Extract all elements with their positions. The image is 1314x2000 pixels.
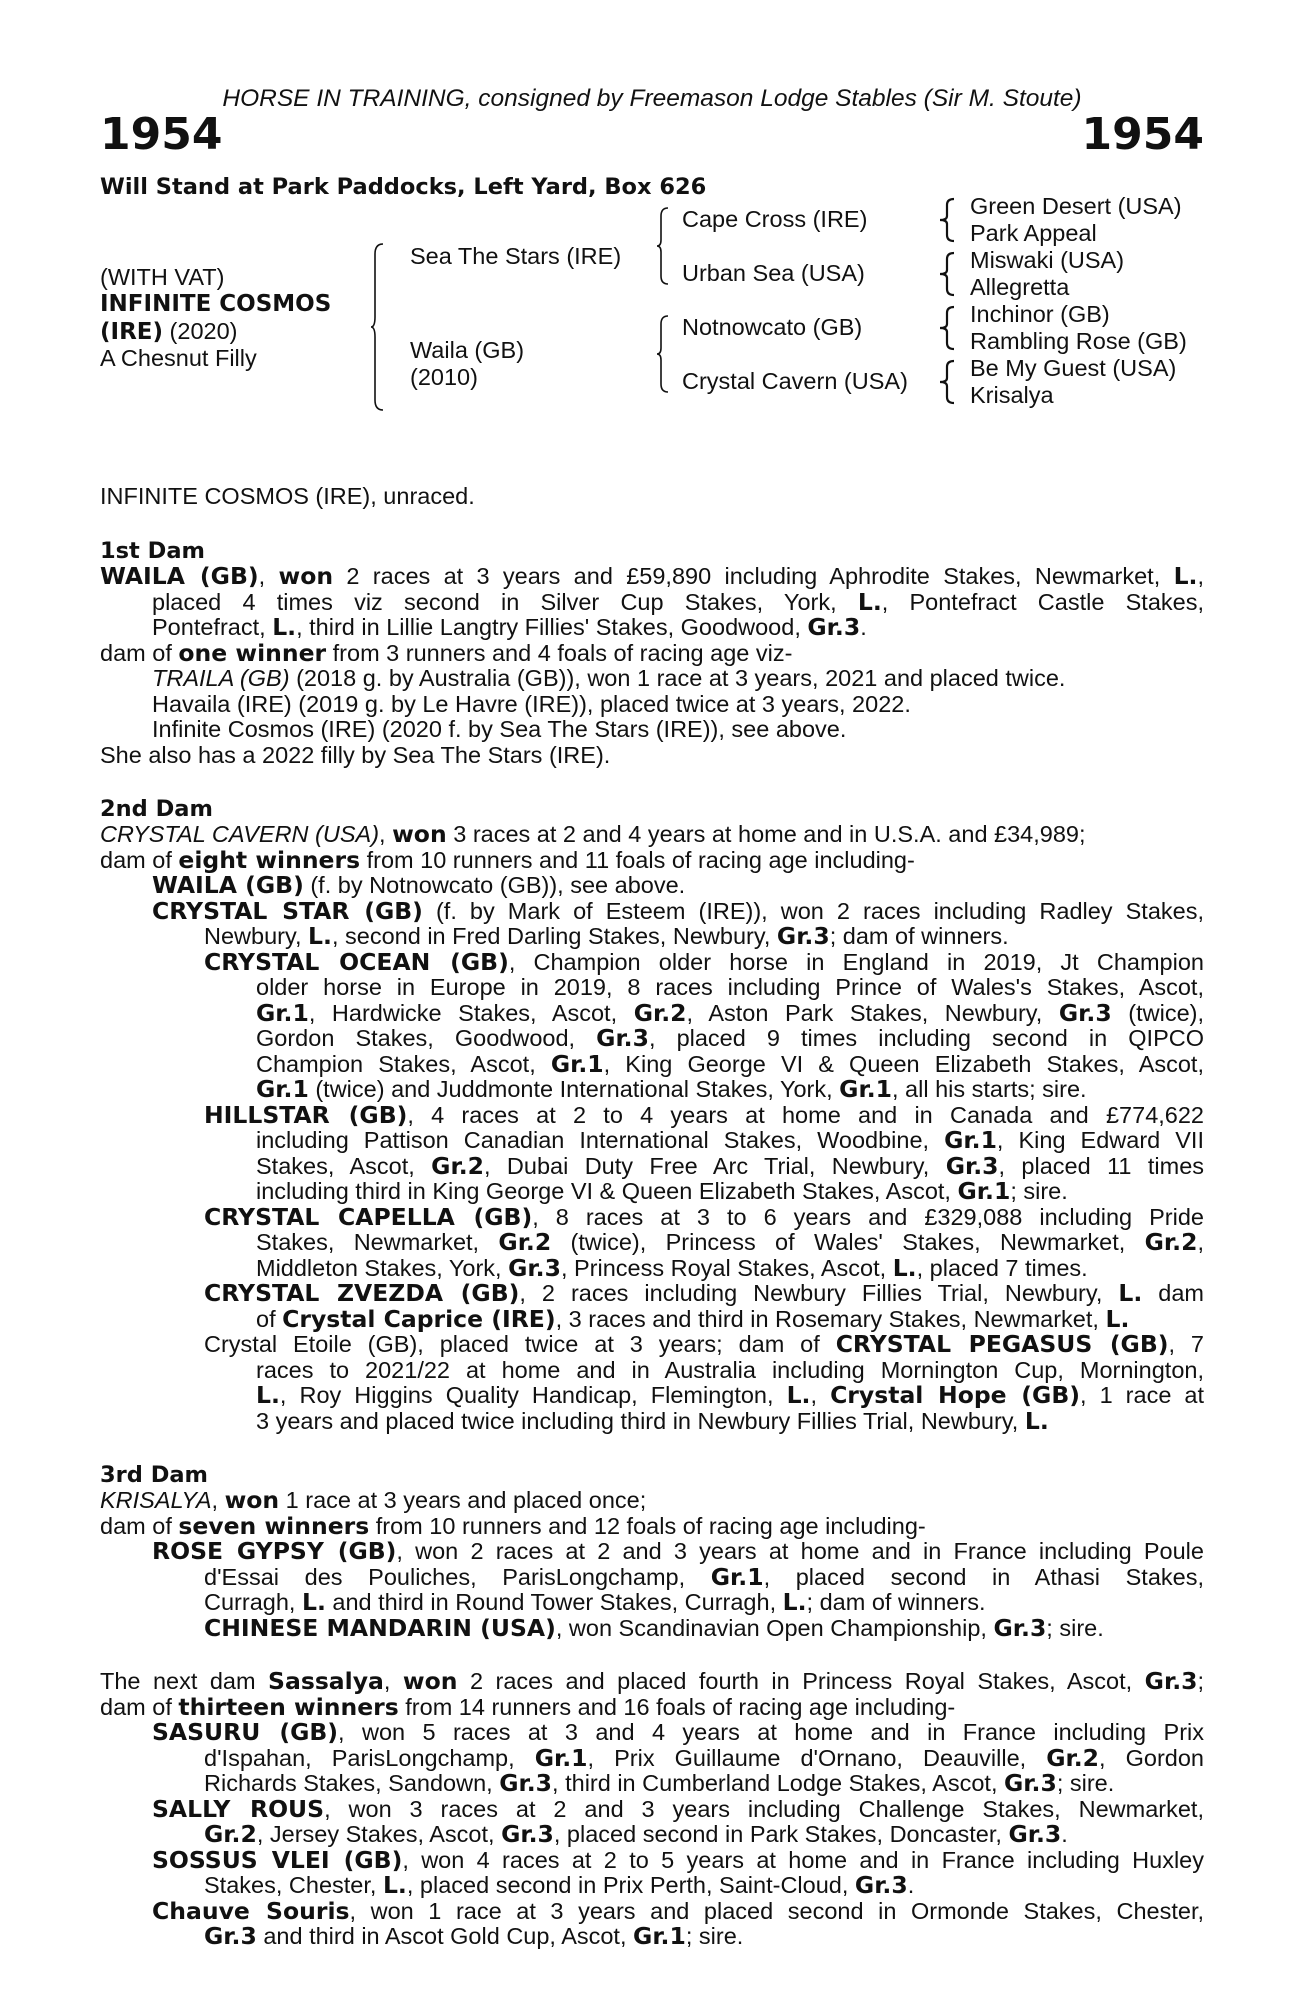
bold-text: L. [782, 1588, 807, 1616]
dam-sections [100, 538, 1204, 1950]
text-line [100, 1720, 1204, 1746]
text-line [100, 1304, 1204, 1333]
bold-text: CHINESE MANDARIN (USA) [204, 1613, 556, 1642]
italic-text: KRISALYA [100, 1487, 212, 1513]
text-run: 3 years and placed twice including third in Newbury Fillies Trial, Newbury, [256, 1407, 1025, 1434]
catalogue-page [100, 84, 1204, 1950]
bold-text: Gr.1 [534, 1743, 588, 1772]
text-run: , 4 races at 2 to 4 years at home and in Canada and £774,622 [407, 1101, 1205, 1128]
bold-text: one winner [178, 638, 327, 667]
bold-text: L. [256, 1381, 280, 1409]
text-line [100, 1202, 1204, 1231]
bold-text: Gr.3 [1004, 1769, 1057, 1797]
text-run: , placed 11 times [998, 1152, 1205, 1179]
text-run: . [1061, 1821, 1068, 1847]
text-line [100, 587, 1204, 616]
bold-text: Gr.3 [1058, 998, 1112, 1027]
horse-country: (IRE) [100, 319, 164, 345]
text-line [100, 1179, 1204, 1205]
bold-text: L. [892, 1253, 917, 1282]
text-run: Gordon Stakes, Goodwood, [256, 1025, 597, 1051]
stand-location: Will Stand at Park Paddocks, Left Yard, Box 626 [100, 174, 707, 200]
bold-text: Crystal Caprice (IRE) [282, 1304, 556, 1333]
text-run: , Aston Park Stakes, Newbury, [686, 999, 1059, 1026]
bold-text: Gr.2 [431, 1151, 484, 1180]
bold-text: Gr.3 [204, 1922, 257, 1950]
text-run: , third in Lillie Langtry Fillies' Stakes, Goodwood, [296, 614, 808, 640]
text-run: d'Essai des Pouliches, ParisLongchamp, [204, 1563, 711, 1590]
text-run: , Pontefract Castle Stakes, [881, 588, 1204, 615]
bold-text: L. [308, 922, 332, 950]
bold-text: Chauve Souris [152, 1896, 350, 1925]
text-run: Stakes, Ascot, [256, 1152, 432, 1179]
text-run: , [810, 1382, 831, 1408]
text-run: , Dubai Duty Free Arc Trial, Newbury, [483, 1152, 946, 1179]
text-line [100, 717, 1204, 743]
sire: Sea The Stars (IRE) [410, 243, 622, 269]
text-run: , all his starts; sire. [891, 1076, 1087, 1102]
text-run: Crystal Etoile (GB), placed twice at 3 years; dam of [204, 1331, 836, 1357]
lot-number-left: 1954 [100, 109, 223, 160]
bold-text: SALLY ROUS [152, 1794, 325, 1823]
text-run: , 2 races including Newbury Fillies Trial, Newbury, [519, 1280, 1119, 1306]
text-run: dam of [100, 639, 179, 666]
text-run: . [860, 614, 867, 640]
text-line [100, 1539, 1204, 1565]
text-run: , placed 7 times. [916, 1254, 1088, 1281]
horse-description: A Chesnut Filly [100, 345, 257, 371]
text-line [100, 822, 1204, 848]
next-dam-section [100, 1669, 1204, 1950]
bold-text: ROSE GYPSY (GB) [152, 1537, 397, 1565]
text-run: , won Scandinavian Open Championship, [555, 1614, 994, 1641]
text-line [100, 1743, 1204, 1772]
text-run: Newbury, [204, 923, 309, 949]
text-run: , won 1 race at 3 years and placed second in Ormonde Stakes, Chester, [349, 1897, 1205, 1924]
text-run: dam [1142, 1280, 1204, 1306]
text-run: (twice), [1111, 999, 1204, 1026]
text-run: ; [1197, 1668, 1205, 1694]
text-line [100, 1488, 1204, 1514]
sire-sire: Cape Cross (IRE) [682, 206, 868, 232]
bold-text: Gr.3 [596, 1024, 649, 1052]
text-run: Curragh, [204, 1589, 302, 1615]
text-run: including third in King George VI & Queen Elizabeth Stakes, Ascot, [256, 1178, 958, 1204]
text-line [100, 1771, 1204, 1797]
text-run: older horse in Europe in 2019, 8 races including Prince of Wales's Stakes, Ascot, [256, 974, 1204, 1000]
lot-number-row [100, 109, 1204, 168]
bold-text: Gr.2 [1046, 1743, 1100, 1772]
text-run: ; sire. [1046, 1614, 1104, 1641]
bold-text: Gr.3 [1008, 1820, 1062, 1848]
text-run: of [256, 1305, 283, 1332]
text-run: dam of [100, 1693, 179, 1720]
bold-text: Gr.1 [839, 1075, 892, 1103]
text-run: ; sire. [1010, 1178, 1068, 1204]
italic-text: TRAILA (GB) [152, 665, 290, 691]
text-line [100, 1151, 1205, 1180]
bold-text: CRYSTAL OCEAN (GB) [204, 947, 509, 976]
text-run: , Prix Guillaume d'Ornano, Deauville, [587, 1744, 1047, 1771]
text-line [100, 1406, 1204, 1435]
text-line [100, 692, 1204, 718]
text-run: ; sire. [685, 1923, 744, 1949]
text-line [100, 1794, 1204, 1823]
text-run: and third in Ascot Gold Cup, Ascot, [256, 1923, 634, 1949]
section-title: 1st Dam [100, 538, 205, 564]
text-line [100, 1281, 1204, 1307]
bold-text: won [224, 1486, 280, 1514]
text-run: (twice), Princess of Wales' Stakes, Newmarket, [551, 1229, 1145, 1255]
text-line [100, 1332, 1204, 1358]
text-line [100, 1511, 1204, 1540]
bold-text: HILLSTAR (GB) [204, 1100, 408, 1129]
bold-text: Gr.1 [256, 1075, 309, 1103]
text-run: , King George VI & Queen Elizabeth Stakes, Ascot, [603, 1050, 1204, 1077]
bold-text: L. [1024, 1406, 1049, 1435]
text-line [100, 1845, 1204, 1874]
text-run: Richards Stakes, Sandown, [204, 1770, 500, 1796]
great-grandparent: Be My Guest (USA) [970, 355, 1177, 381]
bold-text: L. [786, 1381, 811, 1409]
race-summary: INFINITE COSMOS (IRE), unraced. [100, 483, 475, 509]
text-run: , [383, 1668, 403, 1694]
text-run: , placed second in Prix Perth, Saint-Cloud, [406, 1872, 855, 1898]
bold-text: won [392, 820, 447, 848]
text-run: , [258, 563, 279, 589]
bold-text: Gr.2 [498, 1228, 552, 1256]
text-line [100, 638, 1204, 667]
text-run: Middleton Stakes, York, [256, 1254, 509, 1281]
bold-text: Gr.1 [944, 1126, 997, 1154]
lot-number-right: 1954 [1081, 109, 1204, 160]
text-run: from 14 runners and 16 foals of racing age including- [398, 1693, 956, 1720]
text-line [100, 1358, 1204, 1384]
text-run: including Pattison Canadian International Stakes, Woodbine, [256, 1127, 945, 1153]
text-run: , Hardwicke Stakes, Ascot, [308, 999, 634, 1026]
text-run: , [211, 1487, 225, 1513]
bold-text: won [402, 1667, 458, 1695]
text-line [100, 1230, 1204, 1256]
text-line [100, 666, 1204, 692]
italic-text: CRYSTAL CAVERN (USA) [100, 821, 380, 847]
text-run: 3 races at 2 and 4 years at home and in U.S.A. and £34,989; [446, 821, 1086, 847]
text-line [100, 1077, 1204, 1103]
great-grandparent: Krisalya [970, 382, 1054, 408]
text-run: from 10 runners and 11 foals of racing age including- [360, 846, 915, 873]
bold-text: Gr.3 [508, 1253, 561, 1282]
text-line [100, 845, 1204, 874]
bold-text: WAILA (GB) [100, 562, 259, 590]
bold-text: WAILA (GB) [152, 871, 304, 899]
bold-text: L. [857, 587, 882, 616]
section-title: 2nd Dam [100, 796, 213, 822]
text-run: , won 3 races at 2 and 3 years including Challenge Stakes, Newmarket, [324, 1795, 1204, 1822]
text-run: and third in Round Tower Stakes, Curragh, [325, 1589, 783, 1615]
text-run: , [1197, 563, 1205, 589]
bold-text: Gr.3 [776, 922, 830, 950]
third-dam-section [100, 1462, 1204, 1641]
bold-text: thirteen winners [178, 1692, 399, 1721]
section-title: 3rd Dam [100, 1462, 208, 1488]
text-run: (f. by Notnowcato (GB)), see above. [303, 872, 686, 898]
pedigree-brace [934, 358, 956, 406]
bold-text: CRYSTAL CAPELLA (GB) [204, 1202, 533, 1231]
horse-name: INFINITE COSMOS [100, 291, 332, 317]
text-run: , second in Fred Darling Stakes, Newbury, [331, 923, 777, 949]
bold-text: CRYSTAL STAR (GB) [152, 896, 423, 925]
bold-text: won [278, 562, 334, 590]
text-line [100, 1253, 1204, 1282]
bold-text: Gr.1 [633, 1922, 686, 1950]
text-run: 1 race at 3 years and placed once; [279, 1487, 647, 1513]
bold-text: CRYSTAL ZVEZDA (GB) [204, 1279, 520, 1307]
text-run: , won 5 races at 3 and 4 years at home and in France including Prix [338, 1719, 1204, 1745]
bold-text: Gr.3 [993, 1613, 1047, 1642]
vat-note: (WITH VAT) [100, 264, 225, 290]
text-run: Infinite Cosmos (IRE) (2020 f. by Sea The Stars (IRE)), see above. [152, 716, 847, 742]
pedigree-brace [370, 242, 386, 412]
text-run: from 3 runners and 4 foals of racing age viz- [326, 639, 793, 666]
text-line [100, 1100, 1205, 1129]
text-run: , Roy Higgins Quality Handicap, Flemington, [279, 1382, 787, 1408]
bold-text: L. [382, 1871, 407, 1899]
bold-text: Gr.3 [807, 613, 861, 641]
text-run: She also has a 2022 filly by Sea The Stars (IRE). [100, 741, 611, 768]
great-grandparent: Inchinor (GB) [970, 301, 1110, 327]
text-run: ; sire. [1056, 1770, 1115, 1796]
bold-text: L. [1118, 1279, 1143, 1307]
bold-text: L. [272, 613, 297, 641]
text-run: dam of [100, 1512, 179, 1539]
great-grandparent: Allegretta [970, 274, 1070, 300]
bold-text: Gr.3 [501, 1820, 554, 1848]
text-run: (f. by Mark of Esteem (IRE)), won 2 races including Radley Stakes, [422, 897, 1204, 924]
text-run: Stakes, Newmarket, [256, 1229, 499, 1255]
text-run: Pontefract, [152, 614, 273, 640]
consignment-line: HORSE IN TRAINING, consigned by Freemason Lodge Stables (Sir M. Stoute) [222, 85, 1082, 112]
text-line [100, 743, 1204, 769]
first-dam-section [100, 538, 1204, 768]
text-run: , Jersey Stakes, Ascot, [256, 1821, 502, 1847]
text-run: 2 races at 3 years and £59,890 including Aphrodite Stakes, Newmarket, [333, 563, 1174, 589]
bold-text: Sassalya [268, 1667, 384, 1695]
text-line [100, 873, 1204, 899]
text-run: , 7 [1168, 1331, 1204, 1357]
pedigree-brace [656, 206, 670, 286]
text-run: , 3 races and third in Rosemary Stakes, Newmarket, [555, 1305, 1106, 1332]
text-line [100, 1613, 1204, 1642]
bold-text: Gr.3 [499, 1769, 553, 1797]
pedigree-brace [934, 304, 956, 352]
text-line [100, 1896, 1205, 1925]
text-run: ; dam of winners. [829, 923, 1009, 949]
text-line [100, 1590, 1204, 1616]
text-line [100, 1692, 1204, 1721]
text-line [100, 947, 1204, 976]
text-run: from 10 runners and 12 foals of racing age including- [369, 1512, 926, 1539]
bold-text: L. [301, 1588, 326, 1616]
text-line [100, 1924, 1204, 1950]
second-dam-section [100, 796, 1204, 1434]
text-run: , [379, 821, 393, 847]
bold-text: Gr.1 [256, 998, 309, 1027]
text-run: . [907, 1872, 915, 1898]
text-line [100, 1822, 1204, 1848]
text-line [100, 615, 1204, 641]
text-run: Stakes, Chester, [204, 1872, 383, 1898]
bold-text: Gr.1 [710, 1562, 764, 1591]
bold-text: Gr.1 [957, 1177, 1011, 1205]
text-run: d'Ispahan, ParisLongchamp, [204, 1744, 535, 1771]
text-line [100, 998, 1204, 1027]
text-run: , [1197, 1229, 1204, 1255]
text-run: , Gordon [1099, 1744, 1204, 1771]
pedigree-brace [656, 314, 670, 394]
bold-text: L. [1173, 562, 1198, 590]
text-line [100, 1669, 1204, 1695]
text-line [100, 1049, 1204, 1078]
sire-dam: Urban Sea (USA) [682, 260, 865, 286]
bold-text: L. [1105, 1304, 1130, 1333]
bold-text: Gr.3 [1144, 1667, 1198, 1695]
bold-text: Gr.3 [854, 1871, 908, 1899]
dam: Waila (GB) [410, 337, 525, 363]
bold-text: Gr.1 [550, 1049, 604, 1078]
great-grandparent: Miswaki (USA) [970, 247, 1125, 273]
text-run: (twice) and Juddmonte International Stakes, York, [308, 1076, 840, 1102]
text-run: races to 2021/22 at home and in Australia including Mornington Cup, Mornington, [256, 1356, 1204, 1383]
text-run: ; dam of winners. [806, 1589, 986, 1615]
bold-text: SOSSUS VLEI (GB) [152, 1845, 403, 1874]
text-run: , 8 races at 3 to 6 years and £329,088 including Pride [532, 1203, 1204, 1230]
dam-year: (2010) [410, 364, 478, 390]
great-grandparent: Park Appeal [970, 220, 1097, 246]
bold-text: Gr.2 [1144, 1228, 1198, 1256]
text-run: , placed second in Park Stakes, Doncaster, [553, 1821, 1009, 1847]
text-line [100, 1383, 1204, 1409]
text-run: , won 2 races at 2 and 3 years at home and in France including Poule [396, 1538, 1204, 1564]
text-run: , 1 race at [1080, 1382, 1205, 1408]
bold-text: Gr.2 [204, 1820, 257, 1848]
bold-text: Crystal Hope (GB) [830, 1381, 1080, 1409]
text-run: , Champion older horse in England in 2019, Jt Champion [508, 948, 1204, 975]
bold-text: CRYSTAL PEGASUS (GB) [835, 1330, 1169, 1358]
text-line [100, 1562, 1204, 1591]
text-run: (2018 g. by Australia (GB)), won 1 race at 3 years, 2021 and placed twice. [289, 665, 1066, 691]
text-line [100, 896, 1204, 925]
text-line [100, 924, 1204, 950]
pedigree-brace [934, 250, 956, 298]
text-run: placed 4 times viz second in Silver Cup Stakes, York, [152, 588, 858, 615]
text-run: , third in Cumberland Lodge Stakes, Ascot, [552, 1770, 1005, 1796]
text-run: , placed 9 times including second in QIPCO [648, 1025, 1204, 1051]
text-run: Havaila (IRE) (2019 g. by Le Havre (IRE)), placed twice at 3 years, 2022. [152, 690, 911, 717]
text-run: , King Edward VII [996, 1127, 1204, 1153]
great-grandparent: Rambling Rose (GB) [970, 328, 1187, 354]
text-run: 2 races and placed fourth in Princess Royal Stakes, Ascot, [457, 1668, 1145, 1694]
horse-year: (2020) [163, 318, 238, 344]
bold-text: seven winners [178, 1511, 370, 1540]
bold-text: Gr.2 [633, 998, 687, 1027]
text-line [100, 1128, 1204, 1154]
text-line [100, 564, 1204, 590]
text-line [100, 1873, 1204, 1899]
text-run: Champion Stakes, Ascot, [256, 1050, 551, 1077]
pedigree-brace [934, 196, 956, 244]
text-run: The next dam [100, 1668, 269, 1694]
text-run: , placed second in Athasi Stakes, [763, 1563, 1204, 1590]
pedigree-table [100, 193, 1204, 452]
text-line [100, 1026, 1204, 1052]
text-run: , won 4 races at 2 to 5 years at home and in France including Huxley [402, 1846, 1204, 1873]
dam-sire: Notnowcato (GB) [682, 314, 863, 340]
bold-text: Gr.3 [945, 1151, 999, 1180]
horse-name-line2 [100, 318, 237, 346]
bold-text: eight winners [178, 845, 361, 874]
great-grandparent: Green Desert (USA) [970, 193, 1182, 219]
bold-text: SASURU (GB) [152, 1718, 339, 1746]
text-run: dam of [100, 846, 179, 873]
text-run: , Princess Royal Stakes, Ascot, [560, 1254, 893, 1281]
text-line [100, 975, 1204, 1001]
dam-dam: Crystal Cavern (USA) [682, 368, 908, 394]
